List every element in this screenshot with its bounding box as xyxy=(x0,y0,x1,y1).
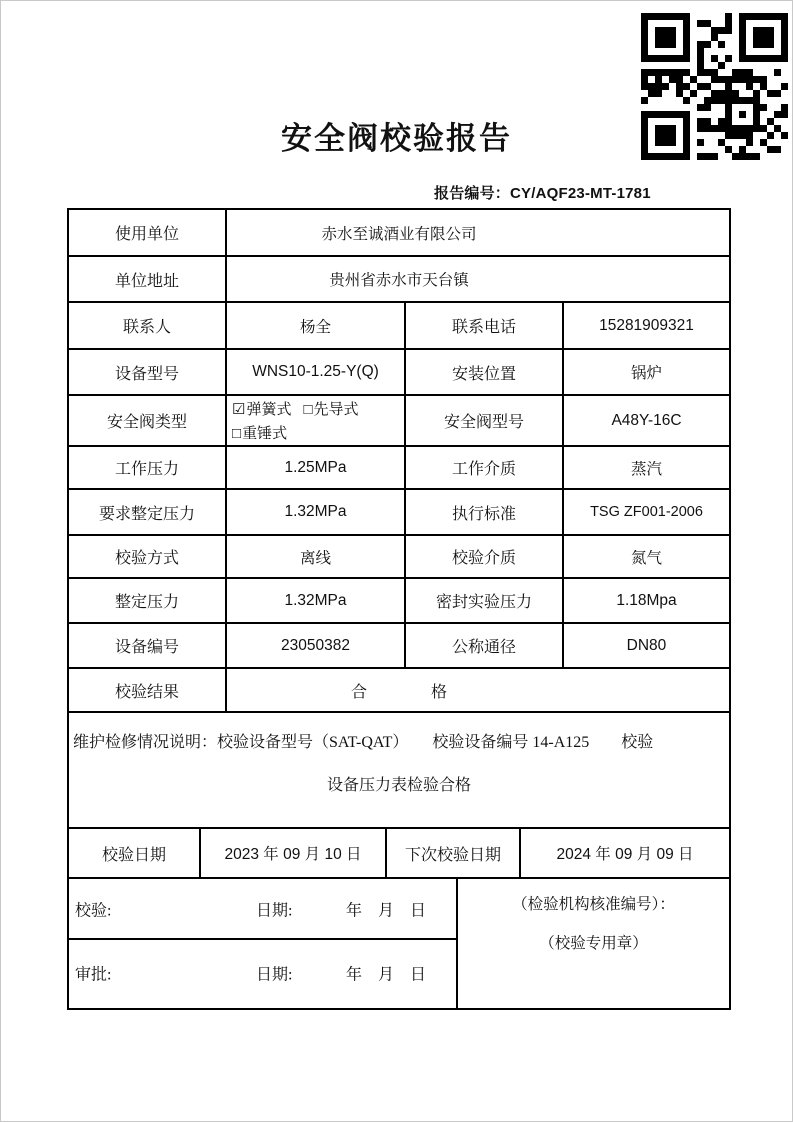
approver-date-label: 日期: xyxy=(256,966,293,984)
approver-signature-row xyxy=(69,940,456,1006)
phone-label: 联系电话 xyxy=(406,303,564,348)
address-label: 单位地址 xyxy=(69,257,227,301)
contact-value: 杨全 xyxy=(227,303,406,348)
row-device-model xyxy=(69,350,729,396)
contact-label: 联系人 xyxy=(69,303,227,348)
install-position-value: 锅炉 xyxy=(630,365,662,382)
work-medium-label: 工作介质 xyxy=(406,447,564,488)
valve-type-line2 xyxy=(232,422,287,443)
calibrator-signature-row xyxy=(69,879,456,940)
page-title: 安全阀校验报告 xyxy=(281,121,512,156)
valve-model-label: 安全阀型号 xyxy=(406,396,564,445)
calibration-medium-label: 校验介质 xyxy=(406,536,564,577)
row-work-pressure xyxy=(69,447,729,490)
row-remark xyxy=(69,713,729,829)
use-unit-label: 使用单位 xyxy=(69,210,227,255)
valve-type-label: 安全阀类型 xyxy=(69,396,227,445)
org-seal-label: （校验专用章） xyxy=(539,935,648,952)
checkbox-pilot-type xyxy=(303,398,358,419)
set-pressure-value: 1.32MPa xyxy=(227,579,406,622)
diameter-label: 公称通径 xyxy=(406,624,564,667)
phone-value: 15281909321 xyxy=(599,316,694,334)
row-required-set-pressure xyxy=(69,490,729,536)
required-set-pressure-label: 要求整定压力 xyxy=(69,490,227,534)
report-number-value: CY/AQF23-MT-1781 xyxy=(510,185,651,202)
org-approval-number-label: （检验机构核准编号）： xyxy=(512,896,675,913)
approver-ymd: 年 月 日 xyxy=(346,966,427,984)
seal-pressure-label: 密封实验压力 xyxy=(406,579,564,622)
signature-left-block xyxy=(69,879,458,1008)
remark-line-1: 维护检修情况说明：校验设备型号（SAT-QAT） 校验设备编号 14-A125 校验 xyxy=(73,734,654,751)
org-seal-area xyxy=(458,879,729,1008)
device-number-label: 设备编号 xyxy=(69,624,227,667)
report-number-label: 报告编号： xyxy=(434,185,511,202)
row-result xyxy=(69,669,729,713)
calibrator-label: 校验: xyxy=(75,902,112,919)
work-medium-value: 蒸汽 xyxy=(630,460,662,478)
diameter-value: DN80 xyxy=(626,636,667,654)
calibration-method-value: 离线 xyxy=(227,536,406,577)
remark-line-2: 设备压力表检验合格 xyxy=(326,777,471,794)
checkbox-checked-icon: ☑ xyxy=(232,402,246,418)
calibrator-ymd: 年 月 日 xyxy=(346,902,427,919)
device-model-label: 设备型号 xyxy=(69,350,227,394)
checkbox-weight-type xyxy=(232,422,287,443)
report-table xyxy=(67,208,731,1010)
result-value: 合 格 xyxy=(350,683,447,701)
device-model-value: WNS10-1.25-Y(Q) xyxy=(227,350,406,394)
row-valve-type xyxy=(69,396,729,447)
work-pressure-label: 工作压力 xyxy=(69,447,227,488)
row-use-unit xyxy=(69,210,729,257)
row-calibration-date xyxy=(69,829,729,879)
maintenance-remark xyxy=(69,713,729,827)
checkbox-unchecked-icon: □ xyxy=(232,426,242,442)
standard-value: TSG ZF001-2006 xyxy=(590,504,703,520)
standard-label: 执行标准 xyxy=(406,490,564,534)
work-pressure-value: 1.25MPa xyxy=(227,447,406,488)
row-signatures xyxy=(69,879,729,1008)
address-value: 贵州省赤水市天台镇 xyxy=(329,272,469,289)
device-number-value: 23050382 xyxy=(227,624,406,667)
required-set-pressure-value: 1.32MPa xyxy=(227,490,406,534)
use-unit-value: 赤水至诚酒业有限公司 xyxy=(321,225,477,243)
calibration-medium-value: 氮气 xyxy=(630,549,662,567)
calibration-method-label: 校验方式 xyxy=(69,536,227,577)
install-position-label: 安装位置 xyxy=(406,350,564,394)
row-set-pressure xyxy=(69,579,729,624)
checkbox-weight-label: 重锤式 xyxy=(242,426,288,442)
checkbox-pilot-label: 先导式 xyxy=(313,402,359,418)
next-date-label: 下次校验日期 xyxy=(387,829,521,877)
row-calibration-method xyxy=(69,536,729,579)
row-contact xyxy=(69,303,729,350)
row-address xyxy=(69,257,729,303)
approver-label: 审批: xyxy=(75,966,112,984)
set-pressure-label: 整定压力 xyxy=(69,579,227,622)
calibrator-date-label: 日期: xyxy=(256,902,293,919)
checkbox-unchecked-icon: □ xyxy=(303,402,313,418)
valve-type-line1 xyxy=(232,398,359,419)
row-device-number xyxy=(69,624,729,669)
seal-pressure-value: 1.18Mpa xyxy=(616,591,677,609)
checkbox-spring-label: 弹簧式 xyxy=(246,402,292,418)
calibration-date-value: 2023 年 09 月 10 日 xyxy=(201,829,387,877)
valve-type-options xyxy=(227,396,406,445)
report-number xyxy=(434,182,651,203)
checkbox-spring-type xyxy=(232,398,291,419)
valve-model-value: A48Y-16C xyxy=(611,411,682,429)
next-date-value: 2024 年 09 月 09 日 xyxy=(556,846,694,863)
result-label: 校验结果 xyxy=(69,669,227,711)
calibration-date-label: 校验日期 xyxy=(69,829,201,877)
